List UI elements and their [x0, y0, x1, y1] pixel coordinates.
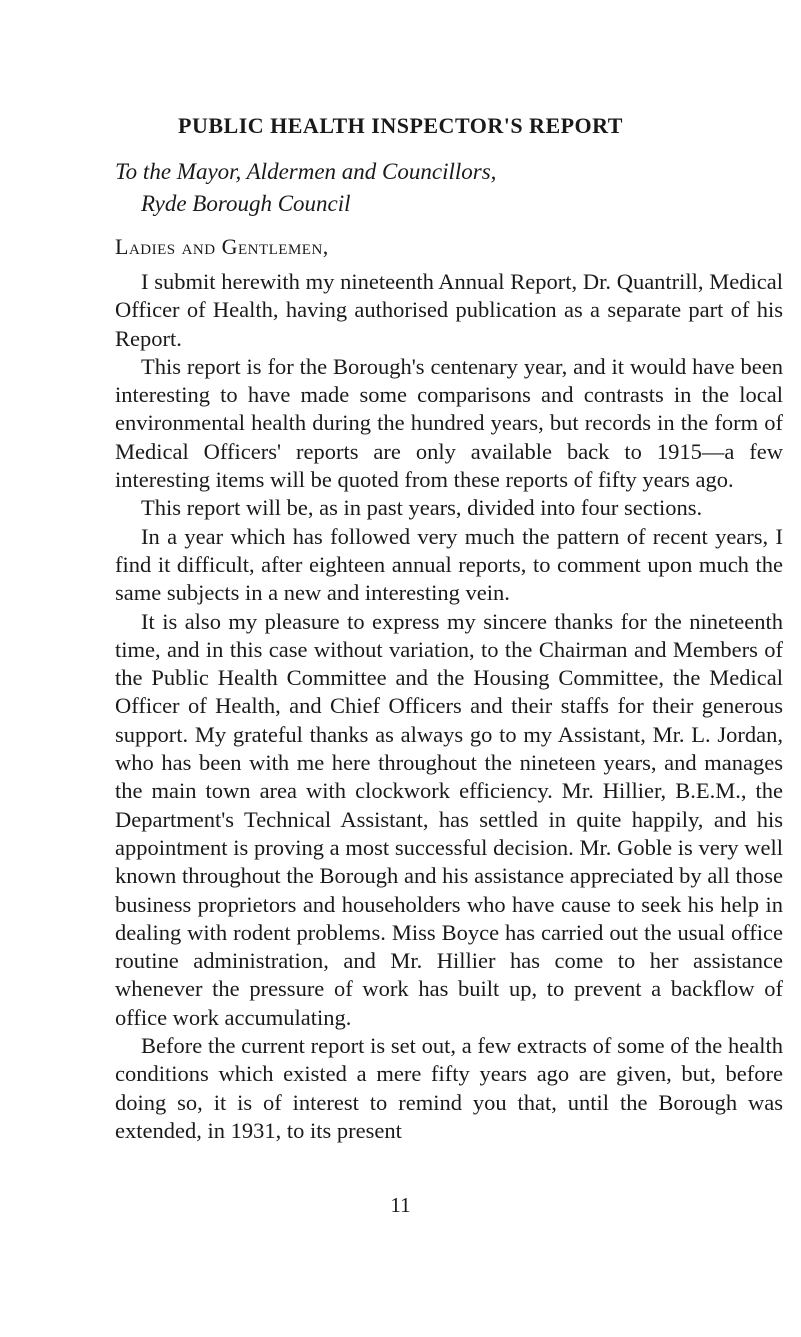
paragraph-4: In a year which has followed very much the pattern of recent years, I find it difficult, after eighteen annual reports, to comment upon much the same subjects in a new and interesting vein. — [115, 523, 783, 606]
page-number: 11 — [390, 1193, 411, 1217]
address-line-1: To the Mayor, Aldermen and Councillors, — [115, 159, 497, 184]
paragraph-3: This report will be, as in past years, divided into four sections. — [141, 495, 703, 521]
address-block — [115, 156, 496, 220]
report-heading: PUBLIC HEALTH INSPECTOR'S REPORT — [178, 113, 623, 138]
paragraph-6: Before the current report is set out, a few extracts of some of the health conditions which existed a mere fifty years ago are given, but, before doing so, it is of interest to remind you that, until the Borough was extended, in 1931, to its present — [115, 1033, 783, 1143]
paragraph-2: This report is for the Borough's centenary year, and it would have been interesting to have made some comparisons and contrasts in the local environmental health during the hundred years, but records in the form of Medical Officers' reports are only available back to 1915—a few interesting items will be quoted from these reports of fifty years ago. — [115, 353, 783, 493]
report-body — [115, 268, 783, 1145]
paragraph-5: It is also my pleasure to express my sincere thanks for the nineteenth time, and in this case without variation, to the Chairman and Members of the Public Health Committee and the Housing Committee, the Medical Officer of Health, and Chief Officers and their staffs for their generous support. My grateful thanks as always go to my Assistant, Mr. L. Jordan, who has been with me here throughout the nineteen years, and manages the main town area with clockwork efficiency. Mr. Hillier, B.E.M., the Department's Technical Assistant, has settled in quite happily, and his appointment is proving a most successful decision. Mr. Goble is very well known throughout the Borough and his assistance appreciated by all those business proprietors and householders who have cause to seek his help in dealing with rodent problems. Miss Boyce has carried out the usual office routine administration, and Mr. Hillier has come to her assistance whenever the pressure of work has built up, to prevent a backflow of office work accumulating. — [115, 608, 783, 1030]
salutation: Ladies and Gentlemen, — [115, 234, 329, 259]
address-line-2: Ryde Borough Council — [141, 191, 351, 216]
paragraph-1: I submit herewith my nineteenth Annual Report, Dr. Quantrill, Medical Officer of Health, having authorised publication as a separate part of his Report. — [115, 269, 783, 351]
